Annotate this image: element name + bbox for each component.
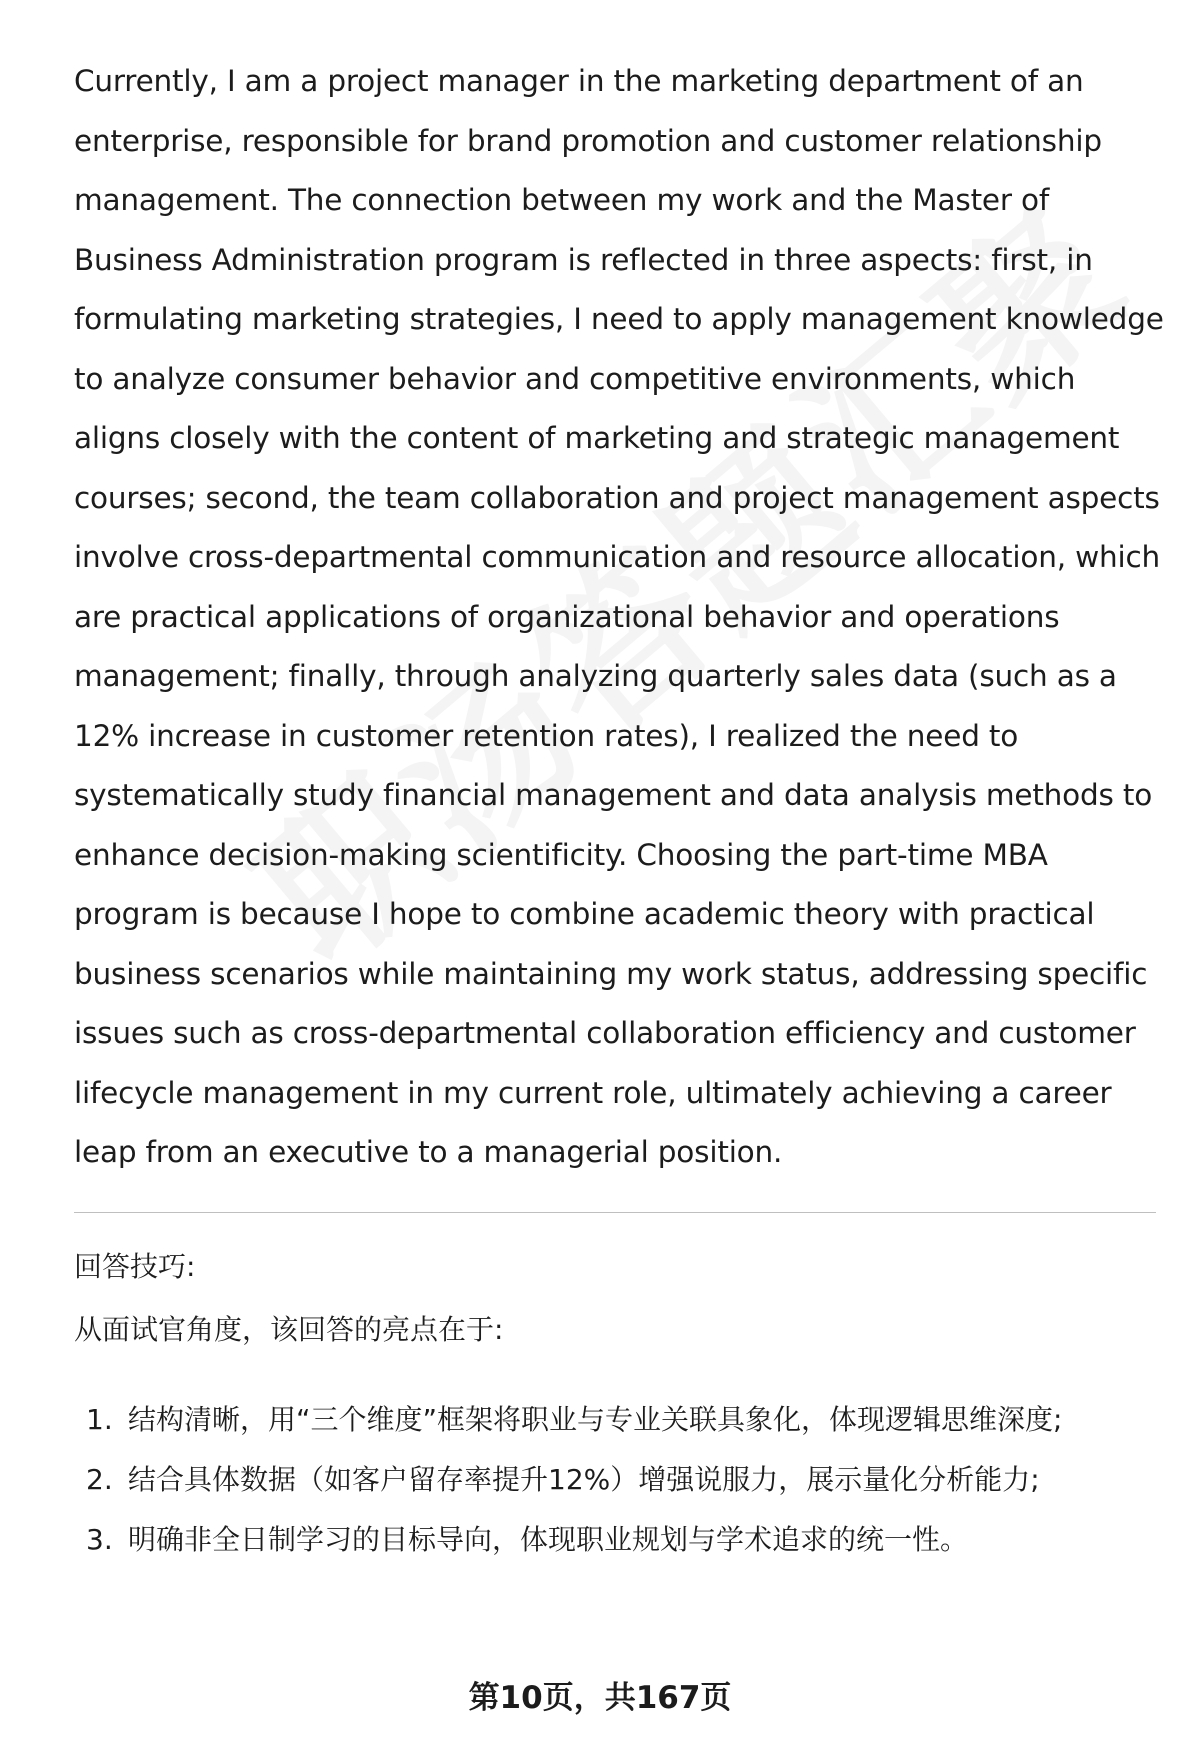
answer-section <box>74 52 1164 1183</box>
page-number: 第10页，共167页 <box>468 1680 732 1716</box>
list-item-text: 结构清晰，用“三个维度”框架将职业与专业关联具象化，体现逻辑思维深度; <box>128 1403 1063 1436</box>
list-item-text: 明确非全日制学习的目标导向，体现职业规划与学术追求的统一性。 <box>128 1523 969 1556</box>
answer-paragraph: Currently, I am a project manager in the marketing department of an enterprise, responsible for brand promotion and customer relationship management. The connection between my work and the Master of Business Administration program is reflected in three aspects: first, in formulating marketing strategies, I need to apply management knowledge to analyze consumer behavior and competitive environments, which aligns closely with the content of marketing and strategic management courses; second, the team collaboration and project management aspects involve cross-departmental communication and resource allocation, which are practical applications of organizational behavior and operations management; finally, through analyzing quarterly sales data (such as a 12% increase in customer retention rates), I realized the need to systematically study financial management and data analysis methods to enhance decision-making scientificity. Choosing the part-time MBA program is because I hope to combine academic theory with practical business scenarios while maintaining my work status, addressing specific issues such as cross-departmental collaboration efficiency and customer lifecycle management in my current role, ultimately achieving a career leap from an executive to a managerial position. <box>74 64 1164 1169</box>
list-item-number: 3. <box>86 1523 113 1556</box>
tips-list <box>74 1390 1164 1570</box>
section-divider <box>74 1212 1156 1213</box>
tips-heading: 回答技巧: <box>74 1250 196 1283</box>
list-item-number: 2. <box>86 1463 113 1496</box>
list-item <box>74 1510 1164 1570</box>
tips-intro: 从面试官角度，该回答的亮点在于: <box>74 1313 504 1346</box>
list-item <box>74 1450 1164 1510</box>
tips-section <box>74 1247 1164 1570</box>
list-item-text: 结合具体数据（如客户留存率提升12%）增强说服力，展示量化分析能力; <box>128 1463 1040 1496</box>
list-item <box>74 1390 1164 1450</box>
list-item-number: 1. <box>86 1403 113 1436</box>
